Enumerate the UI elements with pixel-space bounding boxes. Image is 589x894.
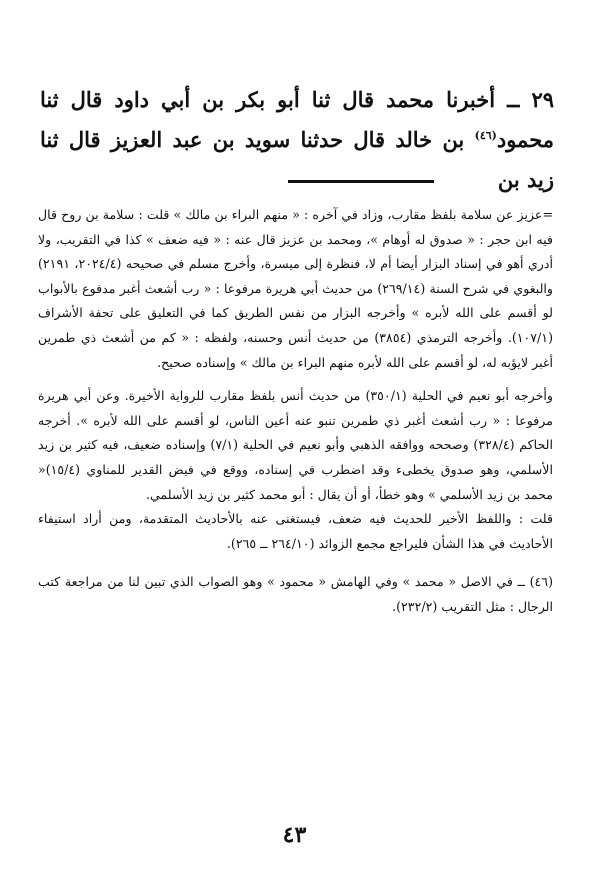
footnote-paragraph: وأخرجه أبو نعيم في الحلية (٣٥٠/١) من حديث أنس بلفظ مقارب للرواية الأخيرة. وعن أبي هريرة مرفوعا : « رب أشعث أغبر ذي طمرين تنبو عنه أعين الناس، لو أقسم على الله لأبره ». أخرجه الحاكم (٣٢٨/٤) وصححه ووافقه الذهبي وأبو نعيم في الحلية (٧/١) وإسناده ضعيف، فيه كثير بن زيد الأسلمي، وهو صدوق يخطىء وقد اضطرب في إسناده، ووقع في فيض القدير للمناوي (١٥/٤)« محمد بن زيد الأسلمي » وهو خطأ، أو أن يقال : أبو محمد كثير بن زيد الأسلمي. xyxy=(38,388,553,502)
hadith-text-before: ٢٩ ــ أخبرنا محمد قال ثنا أبو بكر بن أبي داود قال ثنا محمود xyxy=(40,87,555,152)
hadith-text-after: بن خالد قال حدثنا سويد بن عبد العزيز قال ثنا زيد بن xyxy=(40,127,554,192)
footnote-separator xyxy=(288,180,434,183)
footnotes-section xyxy=(38,203,553,620)
footnote-paragraph: قلت : واللفظ الأخير للحديث فيه ضعف، فيستغنى عنه بالأحاديث المتقدمة، ومن أراد استيفاء الأحاديث في هذا الشأن فليراجع مجمع الزوائد (٢٦٤/١٠ ــ ٢٦٥). xyxy=(38,511,553,551)
page-number: ٤٣ xyxy=(282,822,307,848)
footnote-continuation: =عزيز عن سلامة بلفظ مقارب، وزاد في آخره : « منهم البراء بن مالك » قلت : سلامة بن روح قال فيه ابن حجر : « صدوق له أوهام »، ومحمد بن عزيز قال عنه : « فيه ضعف » كذا في التقريب، ولا أدري أهو في إسناد البزار أيضا أم لا، فنظرة إلى ميسرة، وأخرج مسلم في صحيحه (٢٠٢٤/٤، ٢١٩١) والبغوي في شرح السنة (٢٦٩/١٤) من حديث أبي هريرة مرفوعا : « رب أشعث أغبر مدفوع بالأبواب لو أقسم على الله لأبره » وأخرجه البزار من نفس الطريق كما في التعليق على تحفة الأشراف (١٠٧/١). وأخرجه الترمذي (٣٨٥٤) من حديث أنس وحسنه، ولفظه : « كم من أشعث ذي طمرين أغبر لايؤبه له، لو أقسم على الله لأبره منهم البراء بن مالك » وإسناده صحيح. xyxy=(38,207,554,370)
footnote-46: (٤٦) ــ في الاصل « محمد » وفي الهامش « محمود » وهو الصواب الذي تبين لنا من مراجعة كتب الرجال : مثل التقريب (٢٣٢/٢). xyxy=(38,574,553,614)
footnote-reference: (٤٦) xyxy=(474,129,497,142)
